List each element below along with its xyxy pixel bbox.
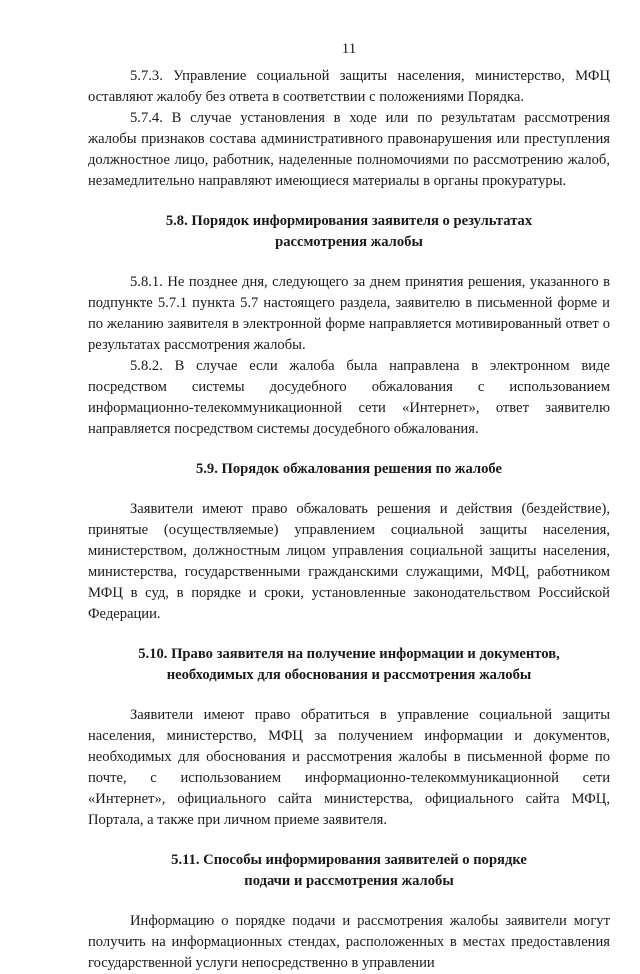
document-page xyxy=(88,40,610,974)
heading-line: необходимых для обоснования и рассмотрения жалобы xyxy=(166,667,532,683)
section-heading-5-8 xyxy=(88,211,610,253)
heading-line: 5.10. Право заявителя на получение информации и документов, xyxy=(138,646,560,662)
page-number: 11 xyxy=(341,41,357,57)
heading-line: 5.8. Порядок информирования заявителя о результатах xyxy=(165,213,533,229)
paragraph-5-9: Заявители имеют право обжаловать решения и действия (бездействие), принятые (осуществляемые) управлением социальной защиты населения, министерством, должностным лицом управления социальной защиты населения, министерства, государственными гражданскими служащими, МФЦ, работником МФЦ в суд, в порядке и сроки, установленные законодательством Российской Федерации. xyxy=(88,501,610,622)
paragraph-5-8-2: 5.8.2. В случае если жалоба была направлена в электронном виде посредством системы досудебного обжалования с использованием информационно-телекоммуникационной сети «Интернет», ответ заявителю направляется посредством системы досудебного обжалования. xyxy=(88,358,610,437)
paragraph-5-10: Заявители имеют право обратиться в управление социальной защиты населения, министерство, МФЦ за получением информации и документов, необходимых для обоснования и рассмотрения жалобы в письменной форме по почте, с использованием информационно-телекоммуникационной сети «Интернет», официального сайта министерства, официального сайта МФЦ, Портала, а также при личном приеме заявителя. xyxy=(88,707,610,828)
section-heading-5-11 xyxy=(88,850,610,892)
paragraph-5-8-1: 5.8.1. Не позднее дня, следующего за днем принятия решения, указанного в подпункте 5.7.1 пункта 5.7 настоящего раздела, заявителю в письменной форме и по желанию заявителя в электронной форме направляется мотивированный ответ о результатах рассмотрения жалобы. xyxy=(88,274,610,353)
paragraph-5-7-4: 5.7.4. В случае установления в ходе или по результатам рассмотрения жалобы признаков состава административного правонарушения или преступления должностное лицо, работник, наделенные полномочиями по рассмотрению жалоб, незамедлительно направляют имеющиеся материалы в органы прокуратуры. xyxy=(88,110,610,189)
section-heading-5-9 xyxy=(88,459,610,480)
heading-line: 5.9. Порядок обжалования решения по жалобе xyxy=(195,461,502,477)
paragraph-5-7-3: 5.7.3. Управление социальной защиты населения, министерство, МФЦ оставляют жалобу без ответа в соответствии с положениями Порядка. xyxy=(88,68,610,105)
heading-line: рассмотрения жалобы xyxy=(275,234,423,250)
section-heading-5-10 xyxy=(88,644,610,686)
heading-line: 5.11. Способы информирования заявителей о порядке xyxy=(171,852,527,868)
heading-line: подачи и рассмотрения жалобы xyxy=(244,873,454,889)
paragraph-5-11: Информацию о порядке подачи и рассмотрения жалобы заявители могут получить на информационных стендах, расположенных в местах предоставления государственной услуги непосредственно в управлении xyxy=(88,913,610,971)
